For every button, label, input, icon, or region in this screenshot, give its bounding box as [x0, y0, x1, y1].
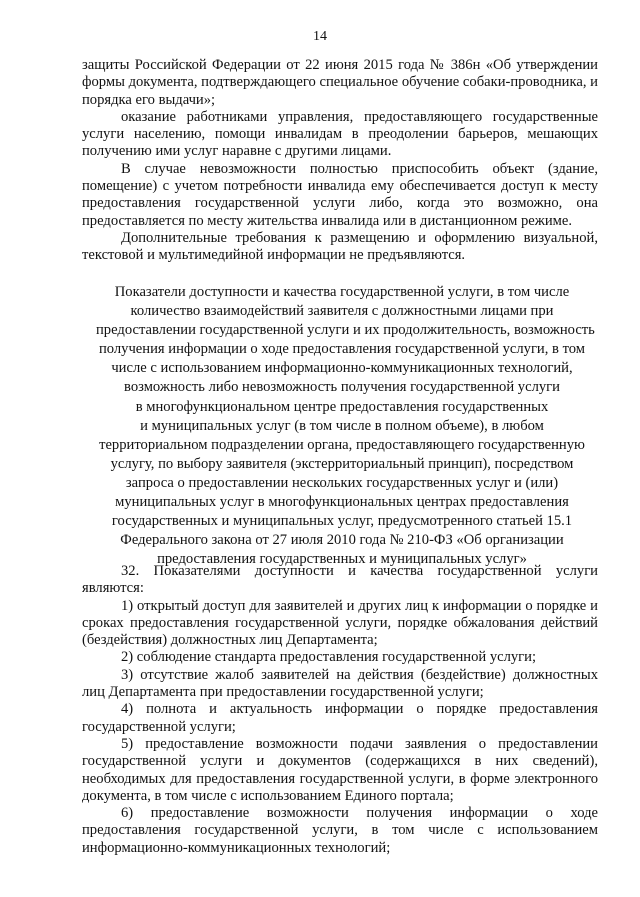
heading-line: и муниципальных услуг (в том числе в полном объеме), в любом [140, 417, 544, 434]
page-number: 14 [313, 29, 327, 44]
paragraph: оказание работниками управления, предоставляющего государственные услуги населению, помощи инвалидам в преодолении барьеров, мешающих получению ими услуг наравне с другими лицами. [82, 108, 598, 160]
heading-line: Федерального закона от 27 июля 2010 года № 210-ФЗ «Об организации [120, 532, 564, 549]
list-item: 4) полнота и актуальность информации о порядке предоставления государственной услуги; [82, 701, 598, 735]
heading-line: получения информации о ходе предоставления государственной услуги, в том [98, 341, 586, 358]
bottom-text-block [82, 563, 598, 857]
heading-line: предоставлении государственной услуги и их продолжительность, возможность [96, 322, 595, 339]
heading-line: услугу, по выбору заявителя (экстерриториальный принцип), посредством [110, 455, 574, 472]
list-item: 6) предоставление возможности получения информации о ходе предоставления государственной услуги, в том числе с использованием информационно-коммуникационных технологий; [82, 805, 598, 856]
paragraph: защиты Российской Федерации от 22 июня 2015 года № 386н «Об утверждении формы документа, подтверждающего специальное обучение собаки-проводника, и порядка его выдачи»; [82, 57, 598, 108]
list-item: 5) предоставление возможности подачи заявления о предоставлении государственной услуги и документов (содержащихся в них сведений), необходимых для предоставления государственной услуги, в форме электронного документа, в том числе с использованием Единого портала; [82, 735, 598, 804]
heading-line: в многофункциональном центре предоставления государственных [135, 398, 549, 415]
heading-line: числе с использованием информационно-коммуникационных технологий, [111, 360, 573, 377]
list-item: 32. Показателями доступности и качества государственной услуги являются: [82, 563, 598, 597]
paragraph: Дополнительные требования к размещению и оформлению визуальной, текстовой и мультимедийной информации не предъявляются. [82, 229, 598, 264]
heading-line: количество взаимодействий заявителя с должностными лицами при [130, 303, 554, 320]
heading-line: возможность либо невозможность получения государственной услуги [124, 379, 560, 396]
heading-line: муниципальных услуг в многофункциональных центрах предоставления [115, 494, 569, 511]
top-text-block [82, 57, 598, 265]
list-item: 1) открытый доступ для заявителей и других лиц к информации о порядке и сроках предоставления государственной услуги, порядке обжалования действий (бездействия) должностных лиц Департамента; [82, 597, 598, 649]
list-item: 3) отсутствие жалоб заявителей на действия (бездействие) должностных лиц Департамента при предоставлении государственной услуги; [82, 666, 598, 701]
heading-line: Показатели доступности и качества государственной услуги, в том числе [114, 284, 570, 300]
heading-line: государственных и муниципальных услуг, предусмотренного статьей 15.1 [111, 513, 573, 530]
paragraph: В случае невозможности полностью приспособить объект (здание, помещение) с учетом потребности инвалида ему обеспечивается доступ к месту предоставления государственной услуги либо, когда это возможно, она предоставляется по месту жительства инвалида или в дистанционном режиме. [82, 160, 598, 229]
list-item: 2) соблюдение стандарта предоставления государственной услуги; [121, 649, 537, 666]
heading-line: запроса о предоставлении нескольких государственных услуг и (или) [125, 474, 559, 491]
heading-line: предоставления государственных и муниципальных услуг» [157, 551, 527, 568]
section-heading [96, 283, 595, 569]
heading-line: территориальном подразделении органа, предоставляющего государственную [99, 436, 585, 453]
